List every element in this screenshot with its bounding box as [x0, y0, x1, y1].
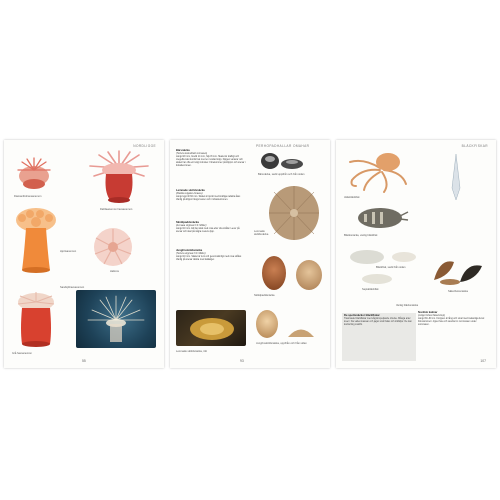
species-entry — [176, 150, 246, 167]
species-subtitle: (Tectura testudinalis Linnaeus) — [176, 152, 208, 155]
caption: Hjortsanemon — [60, 250, 77, 253]
squid-illustration — [448, 152, 464, 202]
squid-illustration — [362, 274, 392, 284]
caption: Vanlig bläcksnäcka — [396, 304, 419, 307]
octopus-illustration — [344, 150, 416, 194]
shell-illustration — [296, 260, 322, 290]
running-head: BLÄCKFISKAR — [461, 144, 488, 148]
squid-illustration — [350, 250, 384, 264]
caption: Grå havsanemon — [12, 352, 32, 355]
species-text: Längd 10 mm. Skalet är tunt och genomskinligt med rosa strålar. Vanlig på stenar täckta med kalkalger. — [176, 255, 242, 261]
anemone-illustration — [14, 154, 54, 192]
info-box — [342, 313, 416, 361]
caption: Jättebläckfisk — [344, 196, 360, 199]
species-subtitle: (Tectura virginea O.F. Müller) — [176, 252, 206, 255]
species-text: Längd 20 mm, bredd 14 mm, höjd 8 mm. Skalet är kraftigt och oregelbundet konformat med en rundad topp. Färgen varierar och skalet har ofta ett rutigt mönster. Förekommer på klippor och stenar i tidvattenzonen. — [176, 155, 246, 167]
page-number: 55 — [82, 359, 86, 363]
caption: Säkerhetssnäcka — [448, 290, 468, 293]
limpet-photo — [176, 310, 246, 346]
info-box-title: De spettsnäckor bläckfiskar — [344, 314, 380, 317]
anemone-illustration — [88, 226, 138, 268]
species-subtitle: (Patella vulgata Linnaeus) — [176, 192, 203, 195]
info-box-body: Tioarmade bläckfiskar med vågrät spettande rörelse. Många arter lever i fria vattenmassan och jagar små fiskar och kräftdjur. De kan ändra färg snabbt. — [344, 317, 412, 326]
underwater-photo — [76, 290, 156, 348]
species-text: Längd 10 mm. Ett litet skal med rosa eller vita strålar. Lever på stenar och skal på några meters djup. — [176, 227, 240, 233]
caption: Sepiabläckfisk — [362, 288, 379, 291]
caption: Diamantbohavsanemon — [14, 195, 42, 198]
species-title: Nordisk kalmar — [418, 311, 438, 314]
species-title: Bärsnäcka — [176, 149, 190, 152]
shell-illustration — [258, 150, 308, 172]
caption: Lemnade sköldsnäcka — [254, 230, 269, 236]
squid-illustration — [392, 252, 416, 262]
page-number: 107 — [480, 359, 486, 363]
page-number: 93 — [240, 359, 244, 363]
species-text: Längd upp till 60 mm. Skalet är tjockt med kraftiga radiella åsar. Vanlig på klippor längs kusten och i tidvattenzonen. — [176, 195, 241, 201]
caption: Lemnade sköldsnäcka, rött — [176, 350, 207, 353]
species-subtitle: (Loligo forbesi Steenstrup) — [418, 314, 445, 317]
shell-illustration — [256, 310, 278, 338]
caption: Bläcksnäcka, vanlig bläckfisk — [344, 234, 378, 237]
book-page-middle — [170, 140, 330, 368]
caption: Bärsnäcka, sedd uppifrån och från sidan — [258, 173, 305, 176]
caption: Jungfrusköldsnäcka, uppifrån och från sidan — [256, 342, 307, 345]
cuttlefish-illustration — [354, 204, 410, 232]
shell-illustration — [286, 324, 316, 338]
shell-illustration — [430, 252, 486, 286]
caption: Bläckfisk, sedd från sidan — [376, 266, 406, 269]
anemone-illustration — [84, 148, 154, 206]
caption: Sandsjöhavsanemon — [60, 286, 85, 289]
shell-illustration — [266, 184, 322, 242]
species-entry — [418, 312, 488, 327]
species-text: Längd 30–60 cm. Kroppen är lång och smal med trekantiga fenor. Förekommer i öppet hav och vandrar in mot kusten under sommaren. — [418, 317, 485, 326]
running-head: NORDLIGGE — [133, 144, 156, 148]
species-subtitle: (Acmaea virginea O.F. Müller) — [176, 224, 207, 227]
caption: Dahliaanemon havsanemon — [100, 208, 133, 211]
anemone-illustration — [12, 206, 60, 276]
shell-illustration — [262, 256, 286, 290]
caption: Sköldpaddsnäcka — [254, 294, 275, 297]
running-head: PERHOPADHALLAR OMAHAR — [256, 144, 310, 148]
book-page-left — [4, 140, 164, 368]
species-title: Lemnade sköldsnäcka — [176, 189, 205, 192]
species-title: Jungfrusköldsnäcka — [176, 249, 203, 252]
book-page-right — [336, 140, 496, 368]
species-entry — [176, 190, 246, 202]
caption: Hafsros — [110, 270, 119, 273]
info-box-text — [344, 315, 414, 327]
species-title: Sköldpaddsnäcka — [176, 221, 199, 224]
species-entry — [176, 250, 246, 262]
species-entry — [176, 222, 246, 234]
anemone-illustration — [14, 290, 58, 348]
